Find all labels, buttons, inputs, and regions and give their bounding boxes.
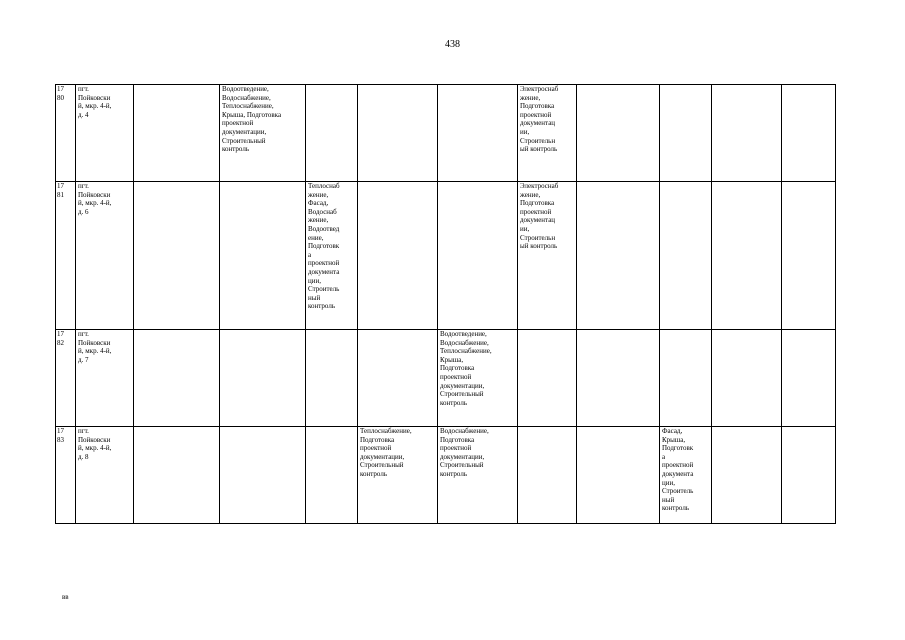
row-number: 17 81 (56, 182, 76, 330)
cell (660, 182, 712, 330)
cell (134, 85, 220, 182)
works-cell: Водоотведение, Водоснабжение, Теплоснабжение, Крыша, Подготовка проектной документации, Строительный контроль (438, 330, 518, 427)
cell (782, 330, 836, 427)
table-row (56, 85, 836, 182)
cell (358, 85, 438, 182)
works-cell: Электроснаб жение, Подготовка проектной документац ии, Строительн ый контроль (518, 85, 577, 182)
cell (782, 85, 836, 182)
cell (438, 85, 518, 182)
row-number: 17 82 (56, 330, 76, 427)
works-cell: Фасад, Крыша, Подготовк а проектной документа ции, Строитель ный контроль (660, 427, 712, 524)
cell (306, 330, 358, 427)
cell (518, 330, 577, 427)
cell (782, 427, 836, 524)
cell (220, 182, 306, 330)
cell (358, 330, 438, 427)
works-table (55, 84, 836, 524)
footer-mark: вв (62, 593, 69, 601)
works-cell: Электроснаб жение, Подготовка проектной документац ии, Строительн ый контроль (518, 182, 577, 330)
cell (220, 330, 306, 427)
table-row (56, 182, 836, 330)
cell (712, 427, 782, 524)
address-cell: пгт. Пойковски й, мкр. 4-й, д. 8 (76, 427, 134, 524)
cell (577, 85, 660, 182)
cell (712, 85, 782, 182)
cell (438, 182, 518, 330)
cell (712, 182, 782, 330)
cell (134, 427, 220, 524)
works-cell: Теплоснабжение, Подготовка проектной документации, Строительный контроль (358, 427, 438, 524)
cell (358, 182, 438, 330)
cell (660, 85, 712, 182)
works-cell: Водоотведение, Водоснабжение, Теплоснабжение, Крыша, Подготовка проектной документации, Строительный контроль (220, 85, 306, 182)
page-number: 438 (445, 39, 460, 50)
cell (306, 427, 358, 524)
cell (134, 182, 220, 330)
address-cell: пгт. Пойковски й, мкр. 4-й, д. 7 (76, 330, 134, 427)
cell (518, 427, 577, 524)
cell (782, 182, 836, 330)
address-cell: пгт. Пойковски й, мкр. 4-й, д. 6 (76, 182, 134, 330)
works-cell: Теплоснаб жение, Фасад, Водоснаб жение, Водоотвед ение, Подготовк а проектной документа ции, Строитель ный контроль (306, 182, 358, 330)
cell (577, 330, 660, 427)
works-cell: Водоснабжение, Подготовка проектной документации, Строительный контроль (438, 427, 518, 524)
cell (220, 427, 306, 524)
cell (134, 330, 220, 427)
row-number: 17 83 (56, 427, 76, 524)
table-row (56, 427, 836, 524)
cell (577, 427, 660, 524)
table-row (56, 330, 836, 427)
cell (660, 330, 712, 427)
row-number: 17 80 (56, 85, 76, 182)
cell (577, 182, 660, 330)
cell (712, 330, 782, 427)
cell (306, 85, 358, 182)
address-cell: пгт. Пойковски й, мкр. 4-й, д. 4 (76, 85, 134, 182)
